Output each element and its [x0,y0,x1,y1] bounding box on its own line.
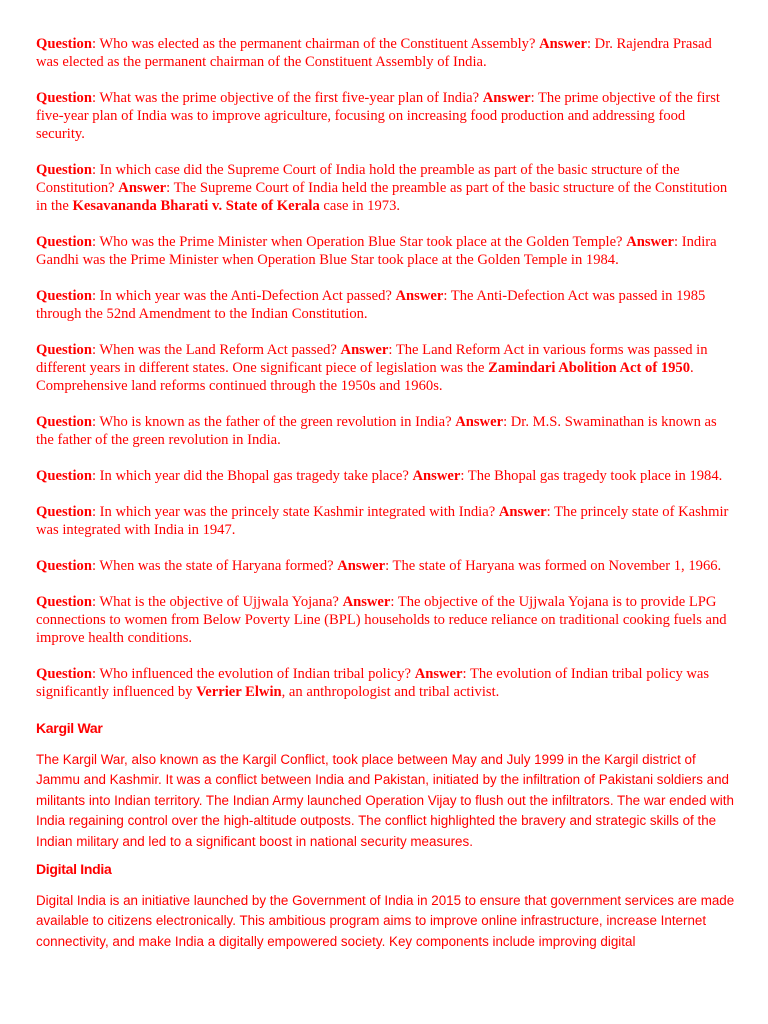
question-label: Question [36,666,92,682]
answer-text: : The objective of the Ujjwala Yojana is to provide LPG connections to women from Below Poverty Line (BPL) households to reduce reliance on traditional cooking fuels and improve health conditions. [36,594,727,646]
question-label: Question [36,36,92,52]
question-text: : In which year was the princely state Kashmir integrated with India? [91,504,499,520]
question-text: : When was the state of Haryana formed? [91,558,338,574]
question-text: : In which year did the Bhopal gas tragedy take place? [91,468,413,484]
document-page [36,35,736,960]
answer-text: : The Supreme Court of India held the preamble as part of the basic structure of the Constitution in the [36,180,728,214]
answer-text: : The Land Reform Act in various forms was passed in different years in different states. One significant piece of legislation was the [36,342,708,376]
question-text: : Who influenced the evolution of Indian tribal policy? [91,666,415,682]
answer-label: Answer [482,90,531,106]
question-text: : In which case did the Supreme Court of India hold the preamble as part of the basic structure of the Constitution? [36,162,680,196]
question-label: Question [36,594,92,610]
question-label: Question [36,504,92,520]
answer-label: Answer [626,234,675,250]
qa-item [36,287,736,323]
question-label: Question [36,234,92,250]
question-label: Question [36,342,92,358]
answer-label: Answer [455,414,504,430]
answer-label: Answer [412,468,461,484]
question-label: Question [36,90,92,106]
answer-text: : Dr. Rajendra Prasad was elected as the permanent chairman of the Constituent Assembly of India. [36,36,712,70]
answer-label: Answer [118,180,167,196]
question-text: : Who was the Prime Minister when Operation Blue Star took place at the Golden Temple? [91,234,627,250]
question-text: : When was the Land Reform Act passed? [91,342,341,358]
answer-emphasis: Verrier Elwin [196,684,282,700]
answer-text: : Dr. M.S. Swaminathan is known as the father of the green revolution in India. [36,414,717,448]
qa-item [36,503,736,539]
answer-text: : The princely state of Kashmir was integrated with India in 1947. [36,504,729,538]
qa-item [36,233,736,269]
answer-tail: case in 1973. [319,198,401,214]
question-label: Question [36,558,92,574]
question-text: : What is the objective of Ujjwala Yojana? [91,594,343,610]
answer-label: Answer [498,504,547,520]
answer-text: : The state of Haryana was formed on November 1, 1966. [385,558,722,574]
answer-label: Answer [395,288,444,304]
qa-item [36,557,736,575]
qa-item [36,665,736,701]
question-label: Question [36,162,92,178]
answer-tail: . Comprehensive land reforms continued through the 1950s and 1960s. [36,360,694,394]
answer-emphasis: Zamindari Abolition Act of 1950 [488,360,691,376]
answer-label: Answer [337,558,386,574]
question-text: : What was the prime objective of the first five-year plan of India? [91,90,483,106]
answer-text: : The prime objective of the first five-year plan of India was to improve agriculture, focusing on increasing food production and addressing food security. [36,90,720,142]
question-label: Question [36,288,92,304]
section-heading-kargil-war: Kargil War [36,720,103,736]
answer-label: Answer [340,342,389,358]
section-heading-digital-india: Digital India [36,861,112,878]
answer-emphasis: Kesavananda Bharati v. State of Kerala [72,198,320,214]
answer-label: Answer [539,36,587,52]
qa-item [36,341,736,395]
answer-label: Answer [342,594,391,610]
qa-item [36,89,736,143]
answer-text: : The evolution of Indian tribal policy was significantly influenced by [36,666,710,700]
answer-text: : The Bhopal gas tragedy took place in 1984. [460,468,723,484]
section-body-digital-india: Digital India is an initiative launched by the Government of India in 2015 to ensure that government services are made available to citizens electronically. This ambitious program aims to improve online infrastructure, increase Internet connectivity, and make India a digitally empowered society. Key components include improving digital [36,893,735,949]
answer-tail: , an anthropologist and tribal activist. [281,684,500,700]
qa-item [36,593,736,647]
question-label: Question [36,414,92,430]
qa-item [36,35,736,71]
answer-text: : The Anti-Defection Act was passed in 1985 through the 52nd Amendment to the Indian Constitution. [36,288,706,322]
answer-label: Answer [414,666,463,682]
question-text: : Who is known as the father of the green revolution in India? [91,414,456,430]
qa-item [36,467,736,485]
section-body-kargil-war: The Kargil War, also known as the Kargil Conflict, took place between May and July 1999 in the Kargil district of Jammu and Kashmir. It was a conflict between India and Pakistan, initiated by the infiltration of Pakistani soldiers and militants into Indian territory. The Indian Army launched Operation Vijay to flush out the infiltrators. The war ended with India regaining control over the high-altitude outposts. The conflict highlighted the bravery and strategic skills of the Indian military and led to a significant boost in national security measures. [36,752,734,849]
qa-item [36,413,736,449]
qa-item [36,161,736,215]
answer-text: : Indira Gandhi was the Prime Minister when Operation Blue Star took place at the Golden Temple in 1984. [36,234,717,268]
question-text: : In which year was the Anti-Defection Act passed? [91,288,396,304]
question-text: : Who was elected as the permanent chairman of the Constituent Assembly? [91,36,540,52]
question-label: Question [36,468,92,484]
